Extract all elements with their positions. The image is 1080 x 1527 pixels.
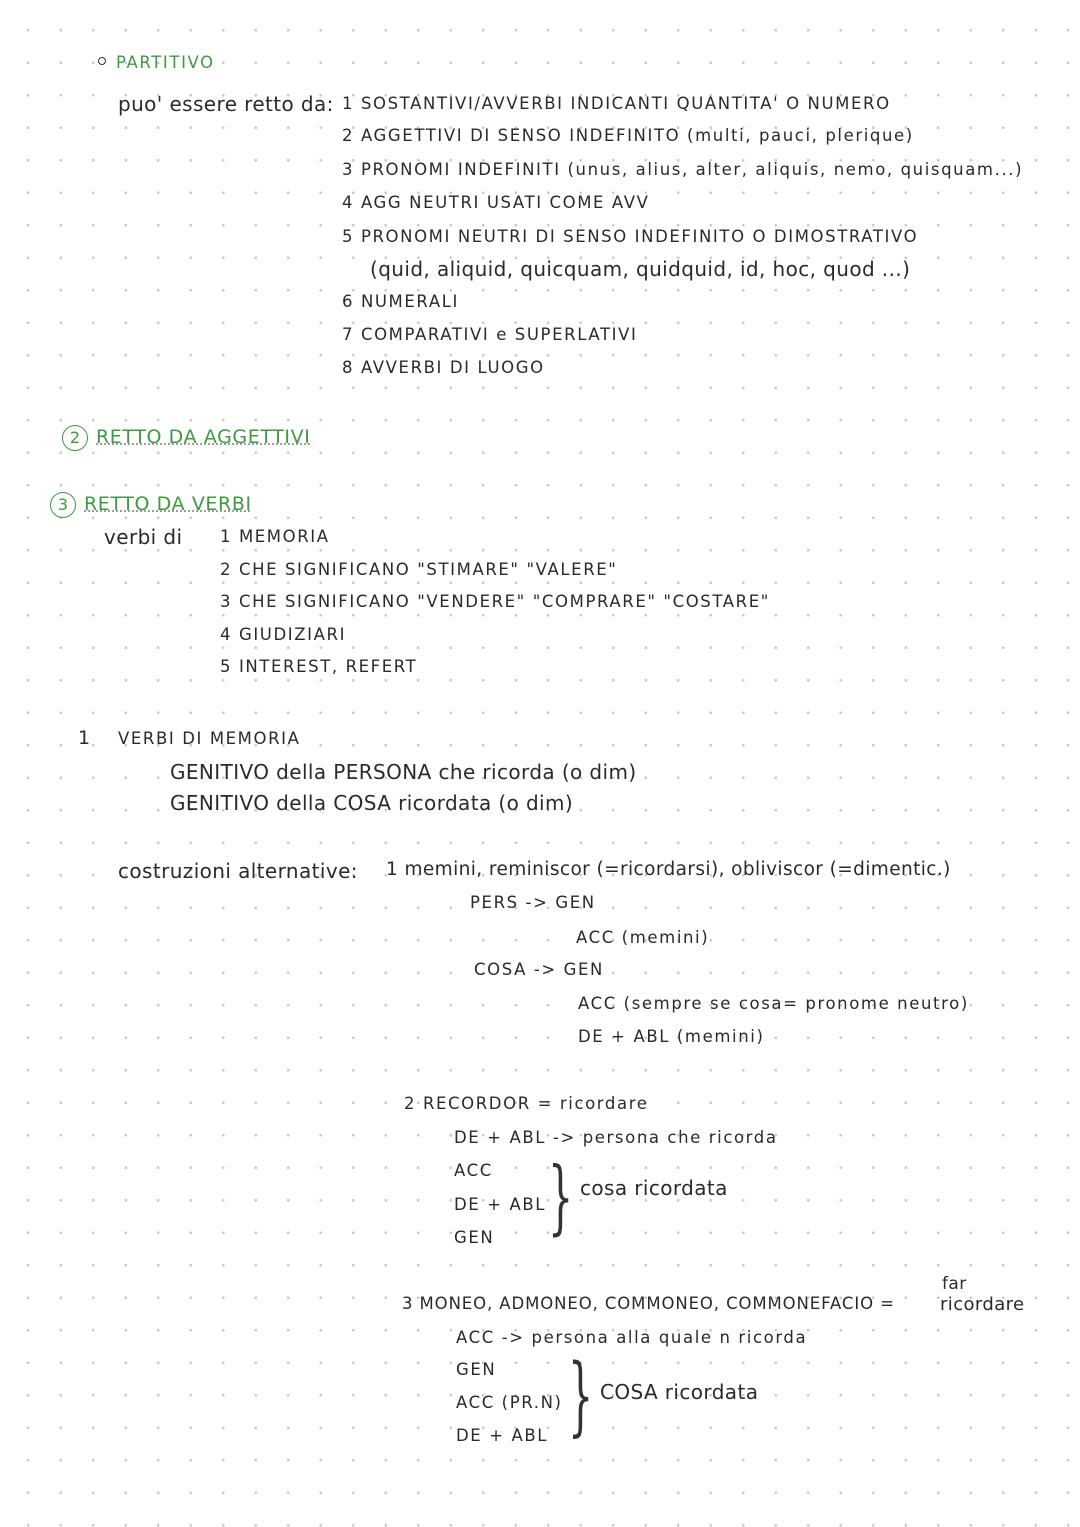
alt2-list-item: GEN (454, 1228, 495, 1247)
alt2-de: DE + ABL -> persona che ricorda (454, 1128, 778, 1147)
partitivo-item: 4 AGG NEUTRI USATI COME AVV (342, 193, 650, 212)
memoria-number: 1 (78, 727, 91, 749)
section3-item: 5 INTEREST, REFERT (220, 657, 418, 676)
partitivo-item: 2 AGGETTIVI DI SENSO INDEFINITO (multi, pauci, plerique) (342, 126, 914, 145)
alt1-cosa: COSA -> GEN (474, 960, 604, 979)
partitivo-item: 5 PRONOMI NEUTRI DI SENSO INDEFINITO O DIMOSTRATIVO (342, 227, 919, 246)
section3-item: 4 GIUDIZIARI (220, 625, 347, 644)
memoria-line: GENITIVO della PERSONA che ricorda (o dim) (170, 760, 637, 784)
section3-item: 3 CHE SIGNIFICANO "VENDERE" "COMPRARE" "COSTARE" (220, 592, 770, 611)
curly-brace-icon: } (568, 1344, 594, 1446)
bullet-icon (98, 57, 106, 65)
partitivo-item: 6 NUMERALI (342, 292, 459, 311)
alt2-list-item: ACC (454, 1161, 493, 1180)
section2-heading (62, 425, 310, 451)
partitivo-item: 7 COMPARATIVI e SUPERLATIVI (342, 325, 638, 344)
alt2-list-item: DE + ABL (454, 1195, 547, 1214)
partitivo-item: 1 SOSTANTIVI/AVVERBI INDICANTI QUANTITA' O NUMERO (342, 94, 891, 113)
section3-item: 2 CHE SIGNIFICANO "STIMARE" "VALERE" (220, 560, 618, 579)
partitivo-item-examples: (quid, aliquid, quicquam, quidquid, id, hoc, quod ...) (370, 257, 911, 281)
section2-number: 2 (62, 425, 88, 451)
alt3-list-item: ACC (PR.N) (456, 1393, 563, 1412)
section3-number: 3 (50, 492, 76, 518)
alt1-cosa-acc: ACC (sempre se cosa= pronome neutro) (578, 994, 969, 1013)
section2-title: RETTO DA AGGETTIVI (96, 426, 311, 448)
alt1-pers: PERS -> GEN (470, 893, 596, 912)
alt2-note: cosa ricordata (580, 1176, 728, 1200)
alt1-head: 1 memini, reminiscor (=ricordarsi), obliviscor (=dimentic.) (386, 859, 951, 880)
alt3-note: COSA ricordata (600, 1380, 759, 1404)
alt1-pers-acc: ACC (memini) (576, 928, 710, 947)
section3-title: RETTO DA VERBI (84, 493, 252, 515)
alt2-head: 2 RECORDOR = ricordare (404, 1094, 649, 1113)
alt3-list-item: GEN (456, 1360, 497, 1379)
partitivo-item: 8 AVVERBI DI LUOGO (342, 358, 545, 377)
alt3-far: far (942, 1274, 967, 1294)
alt3-list-item: DE + ABL (456, 1426, 549, 1445)
partitivo-lead: puo' essere retto da: (118, 92, 334, 116)
alt3-head: 3 MONEO, ADMONEO, COMMONEO, COMMONEFACIO = (402, 1294, 895, 1313)
alt-label: costruzioni alternative: (118, 859, 358, 883)
memoria-line: GENITIVO della COSA ricordata (o dim) (170, 791, 574, 815)
section3-heading (50, 492, 252, 518)
alt3-ricordare: ricordare (940, 1294, 1025, 1315)
partitivo-heading: PARTITIVO (116, 53, 215, 72)
memoria-title: VERBI DI MEMORIA (118, 729, 301, 748)
alt1-cosa-de: DE + ABL (memini) (578, 1027, 765, 1046)
partitivo-item: 3 PRONOMI INDEFINITI (unus, alius, alter, aliquis, nemo, quisquam...) (342, 160, 1024, 179)
alt3-acc: ACC -> persona alla quale n ricorda (456, 1328, 808, 1347)
curly-brace-icon: } (548, 1149, 574, 1244)
section3-lead: verbi di (104, 525, 183, 549)
section3-item: 1 MEMORIA (220, 527, 330, 546)
